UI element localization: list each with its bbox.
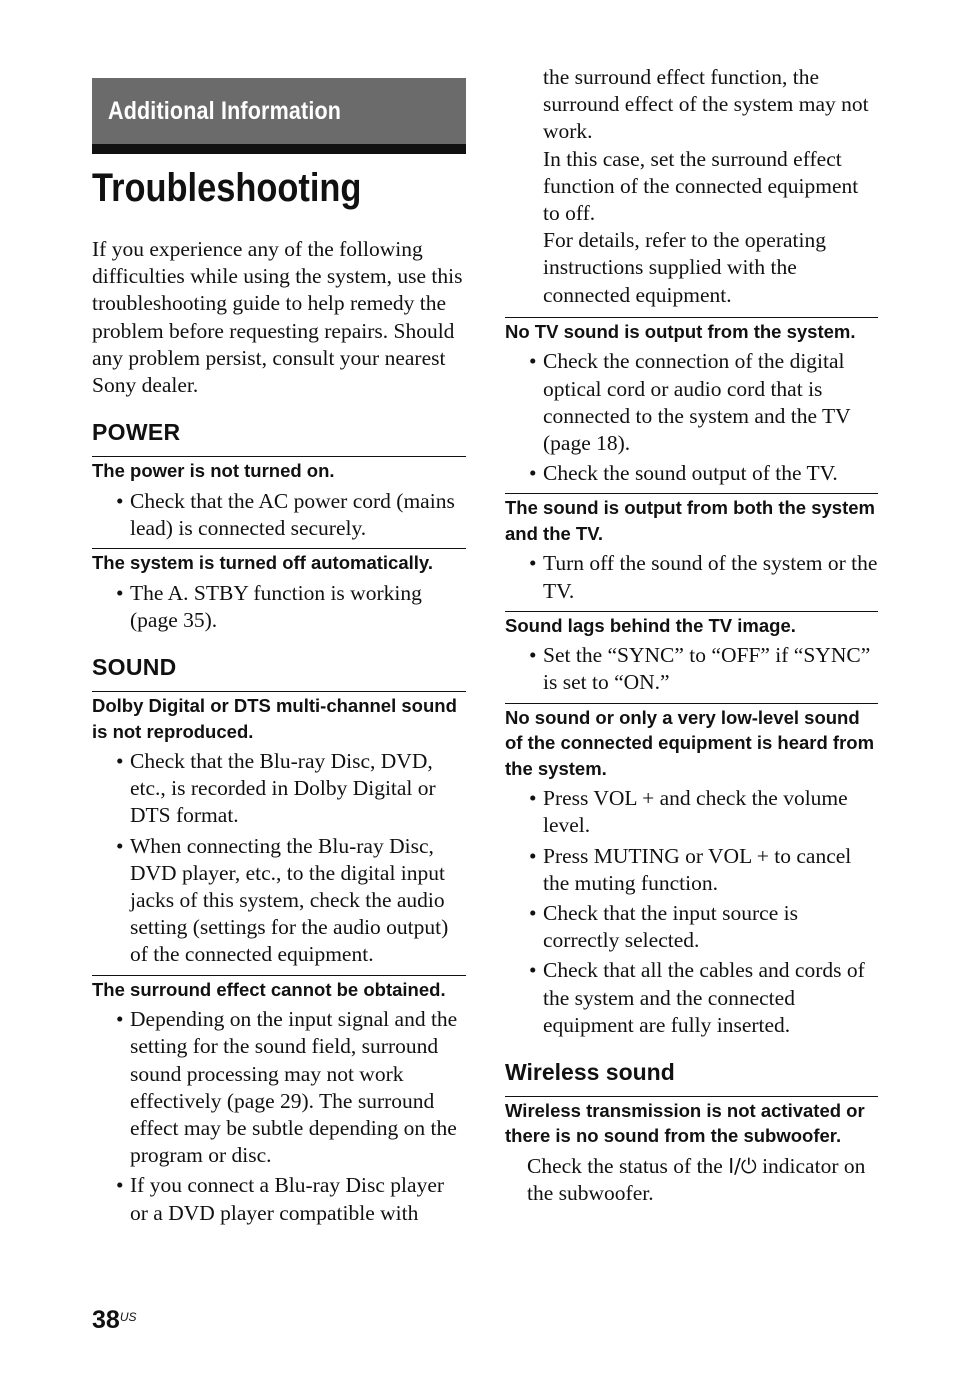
problem-title: Sound lags behind the TV image. — [505, 611, 878, 639]
solution-list — [505, 348, 878, 487]
problem-title: No sound or only a very low-level sound of the connected equipment is heard from the system. — [505, 703, 878, 782]
problem-title: Dolby Digital or DTS multi-channel sound is not reproduced. — [92, 691, 466, 744]
list-item: • Check that all the cables and cords of the system and the connected equipment are fully inserted. — [505, 957, 878, 1039]
solution-list — [505, 785, 878, 1039]
page-region: US — [119, 1310, 137, 1324]
continued-text: In this case, set the surround effect function of the connected equipment to off. — [543, 146, 859, 226]
list-item: • Check that the input source is correctly selected. — [505, 900, 878, 954]
banner-label: Additional Information — [108, 96, 342, 125]
list-item: • If you connect a Blu-ray Disc player or a DVD player compatible with — [92, 1172, 466, 1226]
problem-title: No TV sound is output from the system. — [505, 317, 878, 345]
right-column — [505, 64, 878, 1207]
list-item: • Press VOL + and check the volume level. — [505, 785, 878, 839]
sound-heading: SOUND — [92, 654, 177, 681]
solution-text — [505, 1153, 878, 1207]
problem-title: Wireless transmission is not activated or there is no sound from the subwoofer. — [505, 1096, 878, 1149]
problem-title: The system is turned off automatically. — [92, 548, 466, 576]
solution-text-after: indicator on the subwoofer. — [527, 1153, 866, 1206]
list-item: • The A. STBY function is working (page 35). — [92, 580, 466, 634]
list-item: • Turn off the sound of the system or the TV. — [505, 550, 878, 604]
power-heading: POWER — [92, 419, 181, 446]
continued-text: For details, refer to the operating instructions supplied with the connected equipment. — [543, 228, 826, 307]
solution-list — [505, 642, 878, 696]
list-item: • Set the “SYNC” to “OFF” if “SYNC” is set to “ON.” — [505, 642, 878, 696]
list-item: • Depending on the input signal and the setting for the sound field, surround sound processing may not work effectively (page 29). The surround effect may be subtle depending on the program or disc. — [92, 1006, 466, 1169]
continued-text: the surround effect function, the surround effect of the system may not work. — [543, 65, 869, 144]
power-standby-icon: I/⏻ — [728, 1153, 757, 1178]
list-item: • Check that the Blu-ray Disc, DVD, etc., is recorded in Dolby Digital or DTS format. — [92, 748, 466, 830]
list-item: • Check the connection of the digital optical cord or audio cord that is connected to the system and the TV (page 18). — [505, 348, 878, 457]
list-item: • When connecting the Blu-ray Disc, DVD player, etc., to the digital input jacks of this system, check the audio setting (settings for the audio output) of the connected equipment. — [92, 833, 466, 969]
section-banner — [92, 78, 466, 154]
intro-paragraph: If you experience any of the following difficulties while using the system, use this troubleshooting guide to help remedy the problem before requesting repairs. Should any problem persist, consult your nearest Sony dealer. — [92, 237, 463, 398]
list-item: • Check that the AC power cord (mains lead) is connected securely. — [92, 488, 466, 542]
problem-title: The sound is output from both the system and the TV. — [505, 493, 878, 546]
solution-list — [92, 488, 466, 542]
page-number — [92, 1306, 136, 1335]
page-title: Troubleshooting — [92, 166, 362, 210]
problem-title: The power is not turned on. — [92, 456, 466, 484]
solution-list — [92, 1006, 466, 1227]
wireless-heading: Wireless sound — [505, 1058, 675, 1085]
solution-text-before: Check the status of the — [527, 1153, 723, 1178]
left-column — [92, 78, 466, 1230]
problem-title: The surround effect cannot be obtained. — [92, 975, 466, 1003]
list-item: • Press MUTING or VOL + to cancel the muting function. — [505, 843, 878, 897]
page-number-value: 38 — [92, 1306, 120, 1334]
solution-list — [505, 550, 878, 604]
list-item: • Check the sound output of the TV. — [505, 460, 878, 487]
solution-list — [92, 748, 466, 969]
solution-list — [92, 580, 466, 634]
